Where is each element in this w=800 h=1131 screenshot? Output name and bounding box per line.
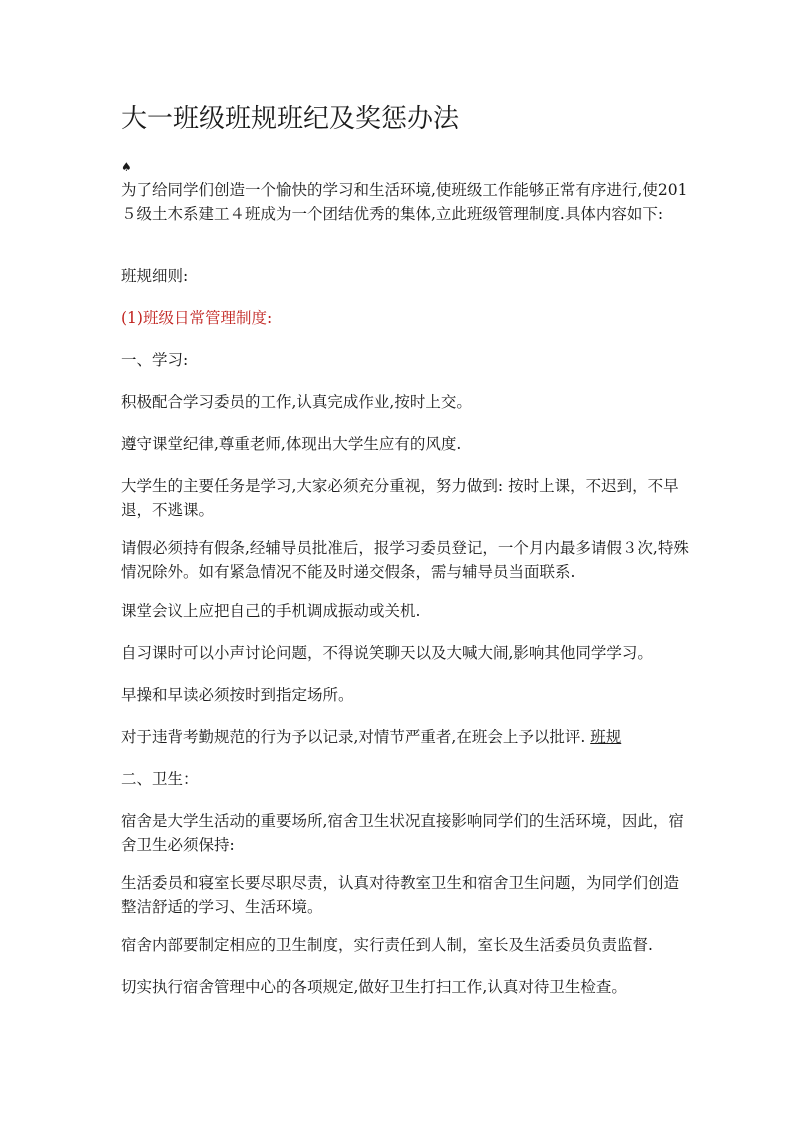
study-item: 遵守课堂纪律,尊重老师,体现出大学生应有的风度. [121, 435, 462, 453]
study-item: 早操和早读必须按时到指定场所。 [121, 686, 354, 704]
hygiene-item: 宿舍是大学生活动的重要场所,宿舍卫生状况直接影响同学们的生活环境，因此，宿舍卫生必须保持: [121, 812, 684, 854]
section1-heading: (1)班级日常管理制度: [121, 309, 273, 327]
study-item-with-link [121, 725, 691, 749]
study-item: 大学生的主要任务是学习,大家必须充分重视，努力做到: 按时上课，不迟到，不早退，不逃课。 [121, 477, 679, 519]
hygiene-item: 切实执行宿舍管理中心的各项规定,做好卫生打扫工作,认真对待卫生检查。 [121, 978, 627, 996]
hygiene-item: 生活委员和寝室长要尽职尽责，认真对待教室卫生和宿舍卫生问题，为同学们创造整洁舒适的学习、生活环境。 [121, 874, 680, 916]
hygiene-item: 宿舍内部要制定相应的卫生制度，实行责任到人制，室长及生活委员负责监督. [121, 936, 653, 954]
rules-heading: 班规细则: [121, 267, 189, 285]
document-title: 大一班级班规班纪及奖惩办法 [121, 104, 460, 134]
intro-paragraph: 为了给同学们创造一个愉快的学习和生活环境,使班级工作能够正常有序进行,使201５级土木系建工４班成为一个团结优秀的集体,立此班级管理制度.具体内容如下: [121, 181, 688, 223]
study-item-text: 对于违背考勤规范的行为予以记录,对情节严重者,在班会上予以批评. [121, 728, 591, 746]
bullet-mark-icon: ♠ [121, 160, 132, 174]
study-item: 自习课时可以小声讨论问题，不得说笑聊天以及大喊大闹,影响其他同学学习。 [121, 644, 653, 662]
study-item: 请假必须持有假条,经辅导员批准后，报学习委员登记，一个月内最多请假３次,特殊情况除外。如有紧急情况不能及时递交假条，需与辅导员当面联系. [121, 539, 689, 581]
hygiene-heading: 二、卫生： [121, 770, 199, 788]
study-item: 积极配合学习委员的工作,认真完成作业,按时上交。 [121, 393, 472, 411]
rules-link[interactable]: 班规 [590, 728, 622, 746]
study-item: 课堂会议上应把自己的手机调成振动或关机. [121, 602, 421, 620]
study-heading: 一、学习: [121, 351, 189, 369]
